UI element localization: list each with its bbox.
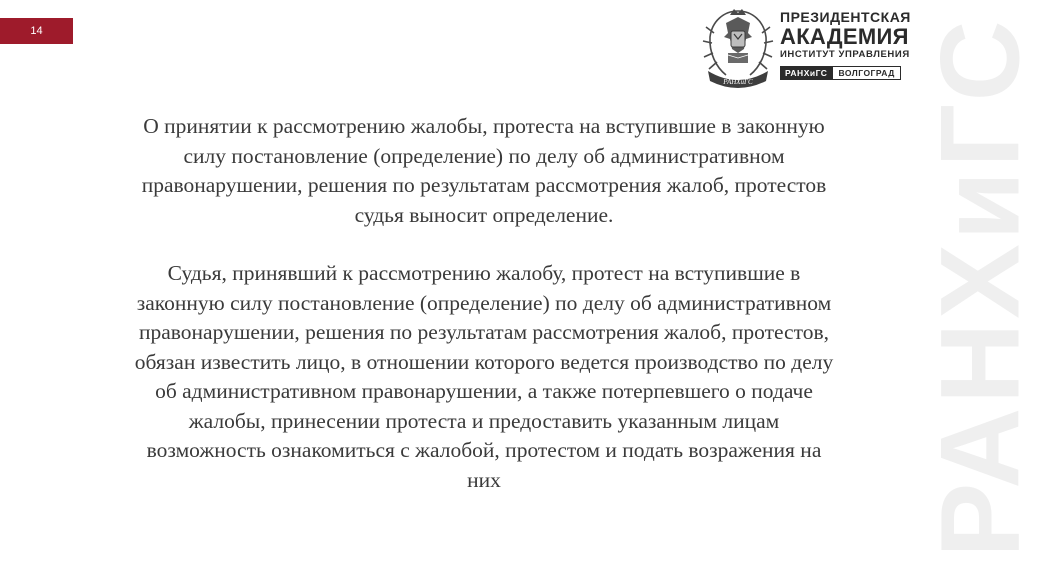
logo-line-academy: АКАДЕМИЯ [780,24,909,49]
paragraph-line: законную силу постановление (определение) по делу об административном [136,290,832,315]
paragraph-line: правонарушении, решения по результатам рассмотрения жалоб, протестов, [139,320,829,344]
logo-tag-volgograd: ВОЛГОГРАД [832,66,900,80]
logo-line-president: ПРЕЗИДЕНТСКАЯ [780,9,911,25]
paragraph-line: силу постановление (определение) по делу об административном [183,143,785,168]
paragraph-line: них [467,467,501,492]
paragraph-line: об административном правонарушении, а также потерпевшего о подаче [155,379,813,403]
paragraph-acceptance [40,112,928,230]
logo-text [780,9,922,80]
academy-logo [700,3,926,95]
paragraph-line: правонарушении, решения по результатам рассмотрения жалоб, протестов [141,173,827,197]
slide-content [40,112,928,495]
paragraph-line: Судья, принявший к рассмотрению жалобу, протест на вступившие в [167,261,801,285]
emblem-text: РАНХиГС [723,78,753,86]
watermark [917,0,1042,574]
logo-line-institute: ИНСТИТУТ УПРАВЛЕНИЯ [780,49,910,60]
watermark-text: РАНХиГС [917,16,1042,558]
paragraph-line: О принятии к рассмотрению жалобы, протеста на вступившие в законную [143,114,825,138]
page-number-badge [0,18,73,44]
paragraph-line: возможность ознакомиться с жалобой, протестом и подать возражения на [146,438,822,462]
coat-of-arms-emblem-icon [700,3,776,93]
paragraph-line: судья выносит определение. [354,202,614,227]
paragraph-line: обязан известить лицо, в отношении которого ведется производство по делу [134,349,834,374]
paragraph-line: жалобы, принесении протеста и предоставить указанным лицам [188,408,780,433]
page-number: 14 [30,25,43,37]
logo-tags [780,66,922,80]
paragraph-gap [40,230,928,259]
paragraph-notification [40,259,928,495]
logo-tag-ranepa: РАНХиГС [780,66,832,80]
